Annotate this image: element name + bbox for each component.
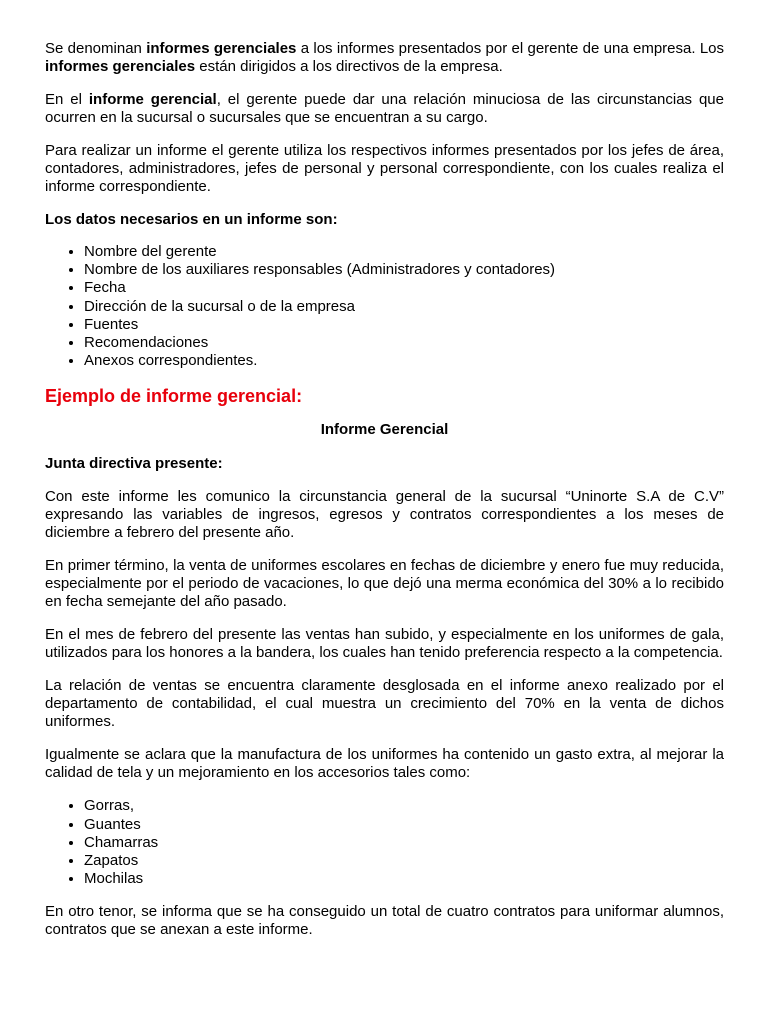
text-run: Se denominan [45,40,147,57]
list-item: • Dirección de la sucursal o de la empresa [84,298,724,316]
intro-paragraph-1 [45,40,724,76]
list-item: • Zapatos [84,852,724,870]
ejemplo-heading: Ejemplo de informe gerencial: [45,386,303,407]
list-item: • Gorras, [84,797,724,815]
datos-list [45,243,724,370]
list-item: • Chamarras [84,834,724,852]
list-item: • Recomendaciones [84,334,724,352]
report-paragraph-1: Con este informe les comunico la circunstancia general de la sucursal “Uninorte S.A de C.V” expresando las variables de ingresos, egresos y contratos correspondientes a los meses de diciembre a febrero del presente año. [45,488,724,542]
report-paragraph-6: En otro tenor, se informa que se ha conseguido un total de cuatro contratos para uniformar alumnos, contratos que se anexan a este informe. [45,903,724,939]
accesorios-list [45,797,724,888]
text-run: , el gerente puede dar una relación minuciosa de las circunstancias que ocurren en la sucursal o sucursales que se encuentran a su cargo. [45,91,724,126]
report-paragraph-2: En primer término, la venta de uniformes escolares en fechas de diciembre y enero fue muy reducida, especialmente por el periodo de vacaciones, lo que dejó una merma económica del 30% a lo recibido en fecha semejante del año pasado. [45,557,724,611]
list-item: • Fecha [84,279,724,297]
report-title: Informe Gerencial [320,421,449,439]
report-paragraph-4: La relación de ventas se encuentra claramente desglosada en el informe anexo realizado por el departamento de contabilidad, el cual muestra un crecimiento del 70% en la venta de dichos uniformes. [45,677,724,731]
report-paragraph-5: Igualmente se aclara que la manufactura de los uniformes ha contenido un gasto extra, al mejorar la calidad de tela y un mejoramiento en los accesorios tales como: [45,746,724,782]
intro-paragraph-2 [45,91,724,127]
text-run: a los informes presentados por el gerente de una empresa. Los [296,40,725,57]
report-paragraph-3: En el mes de febrero del presente las ventas han subido, y especialmente en los uniformes de gala, utilizados para los honores a la bandera, los cuales han tenido preferencia respecto a la competencia. [45,626,724,662]
datos-heading: Los datos necesarios en un informe son: [45,211,338,228]
bold-term: informe gerencial [88,91,217,108]
text-run: En el [45,91,89,108]
text-run: están dirigidos a los directivos de la empresa. [195,58,503,75]
bold-term: informes gerenciales [45,58,196,75]
list-item: • Guantes [84,816,724,834]
list-item: • Fuentes [84,316,724,334]
report-salutation: Junta directiva presente: [45,455,223,473]
list-item: • Nombre de los auxiliares responsables (Administradores y contadores) [84,261,724,279]
list-item: • Nombre del gerente [84,243,724,261]
intro-paragraph-3: Para realizar un informe el gerente utiliza los respectivos informes presentados por los jefes de área, contadores, administradores, jefes de personal y personal correspondiente, con los cuales realiza el informe correspondiente. [45,142,724,195]
bold-term: informes gerenciales [146,40,297,57]
list-item: • Anexos correspondientes. [84,352,724,370]
list-item: • Mochilas [84,870,724,888]
